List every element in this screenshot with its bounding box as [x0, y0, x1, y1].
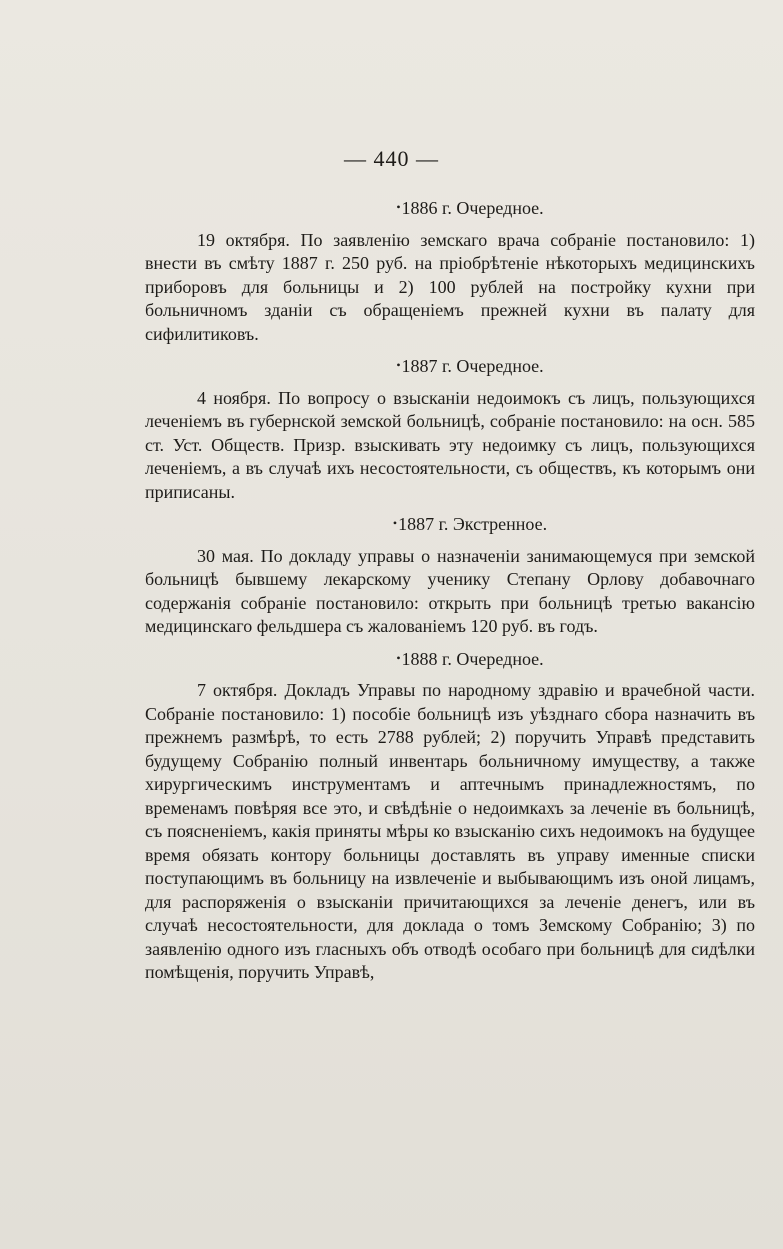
section-body-1887-regular: 4 ноября. По вопросу о взысканіи недоимокъ съ лицъ, пользующихся леченіемъ въ губернской земской больницѣ, собраніе постановило: на осн. 585 ст. Уст. Обществ. Призр. взыскивать эту недоимку съ лицъ, пользующихся леченіемъ, а въ случаѣ ихъ несостоятельности, съ обществъ, къ которымъ они приписаны. — [145, 387, 755, 502]
section-heading-text: 1887 г. Экстренное. — [398, 514, 548, 534]
bullet-mark-icon: • — [396, 650, 401, 665]
bullet-mark-icon: • — [392, 516, 398, 530]
section-heading-1888-regular — [145, 647, 755, 672]
section-heading-1886-regular — [145, 196, 755, 221]
page-content — [145, 196, 755, 993]
section-body-1887-extraordinary: 30 мая. По докладу управы о назначеніи занимающемуся при земской больницѣ бывшему лекарскому ученику Степану Орлову добавочнаго содержанія собраніе постановило: открыть при больницѣ третью вакансію медицинскаго фельдшера съ жалованіемъ 120 руб. въ годъ. — [145, 545, 755, 636]
bullet-mark-icon: • — [396, 200, 401, 214]
section-heading-text: 1888 г. Очередное. — [401, 648, 544, 669]
page-number: — 440 — — [344, 146, 439, 171]
section-body-1886-regular: 19 октября. По заявленію земскаго врача собраніе постановило: 1) внести въ смѣту 1887 г. 250 руб. на пріобрѣтеніе нѣкоторыхъ медицинскихъ приборовъ для больницы и 2) 100 рублей на постройку кухни при больничномъ зданіи съ обращеніемъ прежней кухни въ палату для сифилитиковъ. — [145, 229, 755, 344]
section-heading-text: 1886 г. Очередное. — [401, 198, 544, 218]
section-heading-text: 1887 г. Очередное. — [401, 356, 544, 376]
section-heading-1887-extraordinary — [145, 512, 755, 537]
bullet-mark-icon: • — [396, 358, 401, 372]
section-heading-1887-regular — [145, 354, 755, 379]
section-body-1888-regular: 7 октября. Докладъ Управы по народному здравію и врачебной части. Собраніе постановило: 1) пособіе больницѣ изъ уѣзднаго сбора назначить въ прежнемъ размѣрѣ, то есть 2788 рублей; 2) поручить Управѣ представить будущему Собранію полный инвентарь больничному имуществу, а также хирургическимъ инструментамъ и аптечнымъ принадлежностямъ, по временамъ повѣряя все это, и свѣдѣніе о недоимкахъ за леченіе въ больницѣ, съ поясненіемъ, какія приняты мѣры ко взысканію сихъ недоимокъ на будущее время обязать контору больницы доставлять въ управу именные списки поступающимъ въ больницу на извлеченіе и выбывающимъ изъ оной лицамъ, для распоряженія о взысканіи причитающихся за леченіе денегъ, или въ случаѣ несостоятельности, для доклада о томъ Земскому Собранію; 3) по заявленію одного изъ гласныхъ объ отводѣ особаго при больницѣ для сидѣлки помѣщенія, поручить Управѣ, — [145, 680, 755, 982]
